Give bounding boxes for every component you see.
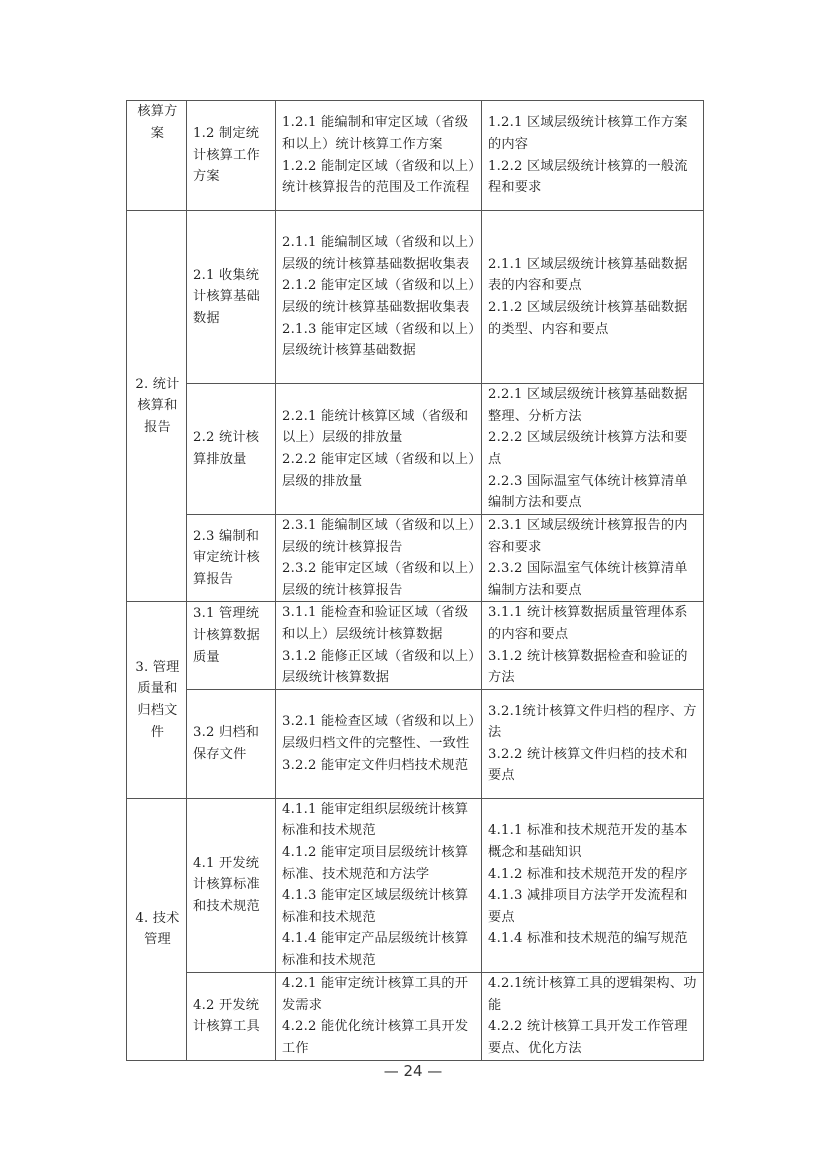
text-line: 4.1.3 能审定区域层级统计核算标准和技术规范 (282, 888, 469, 925)
work-unit-cell (187, 101, 276, 211)
knowledge-requirements (488, 515, 699, 601)
text-line: 2.2.1 能统计核算区域（省级和以上）层级的排放量 (282, 408, 469, 446)
text-line: 质量 (193, 649, 220, 665)
text-line: 2.2.2 能审定区域（省级和以上）层级的排放量 (282, 452, 475, 489)
module-cell (127, 602, 187, 798)
work-unit-cell (187, 515, 276, 602)
text-line: 2.1.1 能编制区域（省级和以上）层级的统计核算基础数据收集表 (282, 235, 475, 272)
text-line: 计核算工作 (193, 147, 260, 163)
work-unit-cell (187, 384, 276, 515)
knowledge-requirements-cell (482, 515, 704, 602)
text-line: 4.2.1统计核算工具的逻辑架构、功能 (488, 976, 697, 1013)
knowledge-requirements (488, 973, 699, 1059)
text-line: 算报告 (193, 571, 234, 587)
text-line: 方案 (193, 169, 220, 185)
text-line: 计核算标准 (193, 877, 260, 893)
text-line: 4.1.3 减排项目方法学开发流程和要点 (488, 888, 688, 925)
knowledge-requirements-cell (482, 972, 704, 1060)
knowledge-requirements-cell (482, 689, 704, 798)
knowledge-requirements (488, 112, 699, 198)
text-line: 4.2.1 能审定统计核算工具的开发需求 (282, 976, 469, 1013)
competency-table (126, 100, 704, 1061)
skill-requirements (282, 406, 477, 492)
table-row (127, 101, 704, 211)
table-row (127, 602, 704, 689)
text-line: 算排放量 (193, 452, 247, 467)
work-unit-label (193, 427, 271, 470)
text-line: 数据 (193, 310, 220, 326)
text-line: 2. 统计 (135, 376, 180, 392)
text-line: 1.2 制定统 (193, 126, 260, 142)
knowledge-requirements-cell (482, 211, 704, 384)
text-line: 质量和 (137, 681, 178, 697)
text-line: 1.2.2 能制定区域（省级和以上）统计核算报告的范围及工作流程 (282, 158, 475, 196)
work-unit-label (193, 853, 271, 918)
skill-requirements (282, 515, 477, 601)
skill-requirements-cell (276, 602, 482, 689)
text-line: 件 (150, 724, 165, 740)
table-row (127, 972, 704, 1060)
text-line: 3.2.1 能检查区域（省级和以上）层级归档文件的完整性、一致性 (282, 714, 475, 751)
text-line: 3.1.2 统计核算数据检查和验证的方法 (488, 648, 688, 686)
skill-requirements-cell (276, 101, 482, 211)
text-line: 1.2.1 能编制和审定区域（省级和以上）统计核算工作方案 (282, 115, 469, 152)
text-line: 3.1.2 能修正区域（省级和以上）层级统计核算数据 (282, 648, 475, 686)
skill-requirements (282, 799, 477, 972)
knowledge-requirements-cell (482, 384, 704, 515)
text-line: 4.1.4 能审定产品层级统计核算标准和技术规范 (282, 931, 469, 969)
text-line: 2.2 统计核 (193, 430, 260, 446)
skill-requirements-cell (276, 515, 482, 602)
text-line: 1.2.1 区域层级统计核算工作方案的内容 (488, 115, 688, 152)
work-unit-cell (187, 972, 276, 1060)
work-unit-cell (187, 602, 276, 689)
text-line: 3. 管理 (135, 659, 180, 675)
module-cell (127, 101, 187, 211)
text-line: 4.2.2 能优化统计核算工具开发工作 (282, 1019, 469, 1056)
text-line: 计核算工具 (193, 1019, 260, 1035)
skill-requirements (282, 602, 477, 688)
text-line: 2.2.2 区域层级统计核算方法和要点 (488, 430, 688, 467)
text-line: 2.2.1 区域层级统计核算基础数据整理、分析方法 (488, 387, 688, 424)
text-line: 4.1.2 标准和技术规范开发的程序 (488, 866, 688, 882)
text-line: 2.1.2 区域层级统计核算基础数据的类型、内容和要点 (488, 300, 688, 337)
text-line: 保存文件 (193, 746, 247, 762)
text-line: 4.1.1 能审定组织层级统计核算标准和技术规范 (282, 801, 469, 839)
work-unit-cell (187, 211, 276, 384)
table-row (127, 384, 704, 515)
text-line: 2.3 编制和 (193, 528, 260, 544)
table-row (127, 211, 704, 384)
skill-requirements (282, 112, 477, 198)
knowledge-requirements-cell (482, 798, 704, 972)
skill-requirements-cell (276, 689, 482, 798)
knowledge-requirements (488, 254, 699, 340)
text-line: 3.2.2 统计核算文件归档的技术和要点 (488, 746, 688, 784)
skill-requirements-cell (276, 972, 482, 1060)
text-line: 核算方 (137, 104, 178, 119)
text-line: 3.2.1统计核算文件归档的程序、方法 (488, 703, 697, 741)
text-line: 3.1.1 统计核算数据质量管理体系的内容和要点 (488, 605, 688, 642)
skill-requirements (282, 973, 477, 1059)
skill-requirements-cell (276, 211, 482, 384)
table-row (127, 515, 704, 602)
skill-requirements-cell (276, 798, 482, 972)
work-unit-cell (187, 798, 276, 972)
text-line: 2.1.3 能审定区域（省级和以上）层级统计核算基础数据 (282, 321, 475, 359)
knowledge-requirements (488, 384, 699, 514)
text-line: 4.1.1 标准和技术规范开发的基本概念和基础知识 (488, 823, 688, 861)
text-line: 归档文 (137, 703, 178, 719)
text-line: 2.3.2 国际温室气体统计核算清单编制方法和要点 (488, 561, 688, 598)
text-line: 1.2.2 区域层级统计核算的一般流程和要求 (488, 158, 688, 196)
module-label (133, 101, 182, 144)
text-line: 2.1.1 区域层级统计核算基础数据表的内容和要点 (488, 256, 688, 294)
work-unit-label (193, 526, 271, 591)
text-line: 4.2 开发统 (193, 997, 260, 1013)
skill-requirements (282, 711, 477, 776)
text-line: 2.1 收集统 (193, 267, 260, 283)
text-line: 2.3.1 能编制区域（省级和以上）层级的统计核算报告 (282, 518, 475, 555)
text-line: 4.1 开发统 (193, 855, 260, 871)
text-line: 2.3.2 能审定区域（省级和以上）层级的统计核算报告 (282, 561, 475, 598)
text-line: 4.1.4 标准和技术规范的编写规范 (488, 931, 688, 947)
text-line: 报告 (144, 419, 171, 435)
work-unit-label (193, 265, 271, 330)
work-unit-label (193, 123, 271, 188)
module-label (133, 908, 182, 951)
work-unit-cell (187, 689, 276, 798)
module-cell (127, 211, 187, 602)
text-line: 3.2 归档和 (193, 725, 260, 741)
module-cell (127, 798, 187, 1060)
work-unit-label (193, 722, 271, 765)
text-line: 2.3.1 区域层级统计核算报告的内容和要求 (488, 518, 688, 555)
text-line: 案 (150, 125, 165, 141)
skill-requirements-cell (276, 384, 482, 515)
text-line: 4.2.2 统计核算工具开发工作管理要点、优化方法 (488, 1019, 688, 1056)
text-line: 3.2.2 能审定文件归档技术规范 (282, 757, 469, 773)
text-line: 计核算数据 (193, 627, 260, 643)
text-line: 计核算基础 (193, 289, 260, 305)
skill-requirements (282, 232, 477, 362)
knowledge-requirements (488, 602, 699, 688)
page-number: — 24 — (383, 1062, 443, 1080)
text-line: 2.1.2 能审定区域（省级和以上）层级的统计核算基础数据收集表 (282, 278, 475, 315)
knowledge-requirements-cell (482, 602, 704, 689)
text-line: 和技术规范 (193, 899, 260, 915)
module-label (133, 657, 182, 743)
text-line: 4.1.2 能审定项目层级统计核算标准、技术规范和方法学 (282, 845, 469, 882)
text-line: 3.1 管理统 (193, 606, 260, 622)
work-unit-label (193, 995, 271, 1038)
text-line: 审定统计核 (193, 550, 260, 566)
text-line: 管理 (144, 932, 171, 948)
knowledge-requirements (488, 820, 699, 950)
text-line: 3.1.1 能检查和验证区域（省级和以上）层级统计核算数据 (282, 605, 469, 642)
knowledge-requirements-cell (482, 101, 704, 211)
work-unit-label (193, 603, 271, 668)
knowledge-requirements (488, 701, 699, 787)
table-row (127, 689, 704, 798)
text-line: 2.2.3 国际温室气体统计核算清单编制方法和要点 (488, 473, 688, 511)
table-row (127, 798, 704, 972)
module-label (133, 374, 182, 439)
text-line: 4. 技术 (135, 910, 180, 926)
text-line: 核算和 (137, 398, 178, 414)
